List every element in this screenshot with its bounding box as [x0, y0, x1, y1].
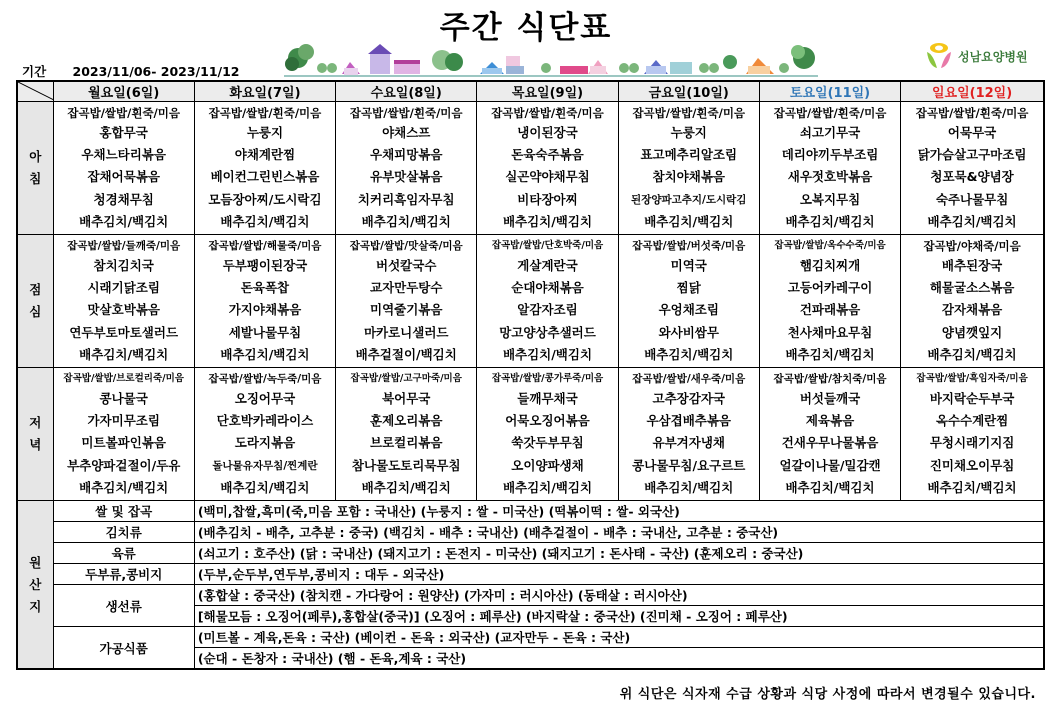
hospital-logo-icon: [925, 42, 953, 70]
meal-label-char: 아: [29, 149, 42, 164]
menu-item: 유부겨자냉채: [652, 435, 725, 451]
rice-porridge-item: 잡곡밥/쌀밥/옥수수죽/미음: [774, 240, 886, 251]
menu-item: 도라지볶음: [234, 435, 296, 451]
meal-row-lunch: [17, 235, 1044, 368]
menu-item: 미역국: [670, 258, 707, 273]
rice-porridge-item: 잡곡밥/쌀밥/흰죽/미음: [208, 106, 322, 120]
menu-item: 진미채오이무침: [929, 457, 1015, 473]
menu-item: 돈육숙주볶음: [511, 147, 584, 163]
origin-category: 가공식품: [53, 627, 194, 670]
rice-porridge-item: 잡곡밥/쌀밥/녹두죽/미음: [208, 373, 322, 385]
menu-item: 순대야채볶음: [511, 280, 584, 296]
menu-item: 우삼겹배추볶음: [646, 413, 732, 429]
menu-item: 제육볶음: [805, 413, 855, 429]
origin-row: [17, 585, 1044, 606]
origin-row: [17, 543, 1044, 564]
menu-item: 배추김치/백김치: [502, 346, 593, 362]
menu-item: 배추김치/백김치: [785, 346, 875, 362]
menu-item: 연두부토마토샐러드: [69, 324, 179, 340]
menu-item: 얼갈이나물/밀감캔: [779, 457, 881, 473]
menu-item: 배추김치/백김치: [785, 213, 875, 229]
origin-value: [해물모듬 : 오징어(페루),홍합살(중국)] (오징어 : 페루산) (바지락살 : 중국산) (진미채 - 오징어 : 페루산): [194, 606, 1044, 627]
menu-item: 양념깻잎지: [941, 324, 1003, 340]
menu-item: 오징어무국: [234, 391, 296, 406]
rice-porridge-item: 잡곡밥/쌀밥/버섯죽/미음: [632, 240, 746, 252]
menu-item: 북어무국: [382, 391, 431, 406]
menu-item: 닭가슴살고구마조림: [917, 147, 1027, 163]
day-header-sat: 토요일(11일): [759, 81, 900, 102]
origin-value: (배추김치 - 배추, 고추분 : 중국) (백김치 - 배추 : 국내산) (배추겉절이 - 배추 : 국내산, 고추분 : 중국산): [194, 522, 1044, 543]
menu-cell-dinner-mon: [53, 368, 194, 501]
meal-label-char: 녁: [29, 437, 42, 452]
menu-item: 배추김치/백김치: [927, 213, 1017, 229]
menu-item: 돈육폭찹: [240, 280, 290, 296]
menu-item: 배추김치/백김치: [220, 346, 310, 362]
meal-label-lunch: [17, 235, 53, 368]
origin-label-char: 산: [29, 576, 42, 592]
menu-cell-breakfast-fri: [618, 102, 759, 235]
menu-item: 새우젓호박볶음: [787, 169, 873, 185]
rice-porridge-item: 잡곡밥/쌀밥/흰죽/미음: [632, 106, 746, 120]
rice-porridge-item: 잡곡밥/쌀밥/해물죽/미음: [208, 240, 322, 252]
rice-porridge-item: 잡곡밥/쌀밥/흰죽/미음: [773, 106, 887, 120]
menu-item: 미역줄기볶음: [370, 302, 443, 318]
origin-value: (두부,순두부,연두부,콩비지 : 대두 - 외국산): [194, 564, 1044, 585]
menu-item: 세발나물무침: [228, 324, 302, 340]
rice-porridge-item: 잡곡밥/쌀밥/콩가루죽/미음: [491, 373, 604, 384]
menu-cell-breakfast-wed: [336, 102, 477, 235]
rice-porridge-item: 잡곡밥/쌀밥/고구마죽/미음: [350, 373, 462, 384]
menu-item: 배추김치/백김치: [785, 479, 875, 495]
menu-cell-breakfast-thu: [477, 102, 618, 235]
menu-item: 들깨무채국: [517, 391, 578, 406]
menu-item: 배추김치/백김치: [79, 479, 169, 495]
meal-row-breakfast: [17, 102, 1044, 235]
menu-item: 찜닭: [676, 280, 701, 296]
menu-cell-lunch-tue: [194, 235, 335, 368]
menu-item: 고등어카레구이: [787, 280, 873, 296]
menu-item: 어묵무국: [947, 125, 997, 140]
menu-item: 유부맛살볶음: [370, 169, 443, 185]
menu-item: 배추김치/백김치: [79, 346, 169, 362]
period: [22, 62, 239, 80]
menu-item: 숙주나물무침: [935, 191, 1009, 207]
rice-porridge-item: 잡곡밥/쌀밥/흰죽/미음: [67, 106, 180, 120]
rice-porridge-item: 잡곡밥/쌀밥/흰죽/미음: [491, 106, 604, 120]
menu-item: 시래기닭조림: [87, 280, 160, 296]
village-decoration-icon: [284, 40, 818, 78]
menu-item: 고추장감자국: [652, 391, 725, 406]
rice-porridge-item: 잡곡밥/쌀밥/단호박죽/미음: [491, 240, 604, 251]
meal-label-char: 심: [29, 304, 42, 319]
menu-item: 비타장아찌: [517, 191, 578, 207]
origin-value: (백미,찹쌀,흑미(죽,미음 포함 : 국내산) (누룽지 : 쌀 - 미국산) (떡볶이떡 : 쌀- 외국산): [194, 501, 1044, 522]
period-value: 2023/11/06- 2023/11/12: [72, 64, 240, 79]
rice-porridge-item: 잡곡밥/쌀밥/브로컬리죽/미음: [63, 373, 184, 384]
meal-label-dinner: [17, 368, 53, 501]
rice-porridge-item: 잡곡밥/쌀밥/흰죽/미음: [915, 106, 1029, 120]
menu-cell-dinner-tue: [194, 368, 335, 501]
menu-item: 맛살호박볶음: [87, 302, 160, 318]
menu-item: 천사채마요무침: [787, 324, 873, 340]
menu-cell-breakfast-sun: [901, 102, 1044, 235]
menu-item: 콩나물무침/요구르트: [632, 457, 746, 473]
menu-item: 바지락순두부국: [929, 391, 1015, 406]
menu-item: 쑥갓두부무침: [511, 435, 584, 451]
corner-cell: [17, 81, 53, 102]
menu-item: 잡채어묵볶음: [87, 169, 160, 185]
menu-item: 누룽지: [670, 125, 707, 140]
day-header-row: [17, 81, 1044, 102]
menu-item: 배추김치/백김치: [361, 213, 451, 229]
menu-item: 모듬장아찌/도시락김: [208, 191, 322, 207]
menu-item: 우채느타리볶음: [81, 147, 166, 163]
rice-porridge-item: 잡곡밥/야채죽/미음: [923, 239, 1021, 253]
menu-cell-lunch-mon: [53, 235, 194, 368]
rice-porridge-item: 잡곡밥/쌀밥/참치죽/미음: [773, 373, 887, 385]
origin-category: 두부류,콩비지: [53, 564, 194, 585]
day-header-sun: 일요일(12일): [901, 81, 1044, 102]
menu-item: 야채스프: [382, 125, 431, 140]
rice-porridge-item: 잡곡밥/쌀밥/들깨죽/미음: [67, 240, 181, 252]
menu-cell-breakfast-sat: [759, 102, 900, 235]
period-label: 기간: [22, 64, 47, 79]
rice-porridge-item: 잡곡밥/쌀밥/새우죽/미음: [632, 373, 746, 385]
menu-item: 오이양파생채: [511, 457, 584, 473]
menu-item: 참치김치국: [93, 258, 154, 273]
origin-row: [17, 627, 1044, 648]
menu-item: 쇠고기무국: [799, 125, 861, 140]
menu-cell-lunch-thu: [477, 235, 618, 368]
menu-item: 오복지무침: [799, 191, 861, 207]
menu-item: 무청시래기지짐: [929, 435, 1015, 451]
rice-porridge-item: 잡곡밥/쌀밥/흰죽/미음: [349, 106, 463, 120]
menu-item: 옥수수계란찜: [935, 413, 1009, 429]
menu-item: 우채피망볶음: [370, 147, 443, 163]
menu-item: 해물굴소스볶음: [929, 280, 1015, 296]
meal-label-breakfast: [17, 102, 53, 235]
menu-item: 감자채볶음: [941, 302, 1003, 318]
origin-row: [17, 564, 1044, 585]
menu-item: 돌나물유자무침/찐계란: [212, 459, 318, 472]
menu-item: 배추된장국: [941, 258, 1003, 273]
menu-item: 참나물도토리묵무침: [351, 457, 461, 473]
menu-item: 어묵오징어볶음: [505, 413, 590, 429]
page-title: 주간 식단표: [439, 10, 613, 46]
weekly-menu-table: [16, 80, 1045, 670]
origin-category: 김치류: [53, 522, 194, 543]
menu-cell-lunch-sun: [901, 235, 1044, 368]
menu-item: 건파래볶음: [799, 302, 861, 318]
menu-item: 배추김치/백김치: [644, 213, 734, 229]
menu-item: 배추김치/백김치: [927, 479, 1017, 495]
menu-cell-dinner-sat: [759, 368, 900, 501]
menu-item: 가자미무조림: [87, 413, 160, 429]
diagonal-line-icon: [18, 82, 53, 100]
menu-cell-lunch-sat: [759, 235, 900, 368]
menu-item: 버섯칼국수: [376, 258, 437, 273]
menu-cell-dinner-wed: [336, 368, 477, 501]
meal-label-char: 침: [29, 171, 42, 186]
menu-item: 마카로니샐러드: [363, 324, 449, 340]
menu-item: 배추김치/백김치: [502, 213, 593, 229]
menu-cell-dinner-sun: [901, 368, 1044, 501]
menu-item: 표고메추리알조림: [640, 147, 738, 163]
origin-value: (미트볼 - 계육,돈육 : 국산) (베이컨 - 돈육 : 외국산) (교자만두 - 돈육 : 국산): [194, 627, 1044, 648]
menu-item: 배추김치/백김치: [361, 479, 451, 495]
menu-cell-dinner-fri: [618, 368, 759, 501]
menu-item: 홍합무국: [99, 125, 148, 140]
menu-item: 참치야채볶음: [652, 169, 725, 185]
menu-cell-breakfast-tue: [194, 102, 335, 235]
day-header-fri: 금요일(10일): [618, 81, 759, 102]
menu-cell-breakfast-mon: [53, 102, 194, 235]
origin-category: 쌀 및 잡곡: [53, 501, 194, 522]
origin-value: (순대 - 돈창자 : 국내산) (햄 - 돈육,계육 : 국산): [194, 648, 1044, 670]
menu-item: 두부팽이된장국: [222, 258, 308, 273]
rice-porridge-item: 잡곡밥/쌀밥/맛살죽/미음: [349, 240, 463, 252]
menu-item: 배추김치/백김치: [502, 479, 593, 495]
menu-item: 콩나물국: [99, 391, 148, 406]
origin-category: 생선류: [53, 585, 194, 627]
menu-item: 와사비쌈무: [658, 324, 719, 340]
menu-item: 건새우무나물볶음: [781, 435, 879, 451]
origin-row: [17, 522, 1044, 543]
menu-item: 야채계란찜: [234, 147, 296, 163]
origin-value: (홍합살 : 중국산) (참치캔 - 가다랑어 : 원양산) (가자미 : 러시아산) (동태살 : 러시아산): [194, 585, 1044, 606]
menu-item: 된장양파고추지/도시락김: [631, 193, 747, 206]
menu-cell-dinner-thu: [477, 368, 618, 501]
origin-label: [17, 501, 53, 670]
menu-item: 부추양파겉절이/두유: [67, 457, 181, 473]
menu-item: 청경채무침: [93, 191, 154, 207]
origin-category: 육류: [53, 543, 194, 564]
menu-item: 가지야채볶음: [228, 302, 302, 318]
menu-item: 배추김치/백김치: [644, 346, 734, 362]
menu-item: 게살계란국: [517, 258, 578, 273]
menu-item: 냉이된장국: [517, 125, 578, 140]
hospital-name: 성남요양병원: [958, 49, 1028, 64]
origin-label-char: 원: [29, 554, 42, 570]
origin-value: (쇠고기 : 호주산) (닭 : 국내산) (돼지고기 : 돈전지 - 미국산) (돼지고기 : 돈사태 - 국산) (훈제오리 : 중국산): [194, 543, 1044, 564]
hospital-logo: [925, 42, 1028, 70]
day-header-tue: 화요일(7일): [194, 81, 335, 102]
menu-item: 교자만두탕수: [370, 280, 443, 296]
menu-item: 우엉채조림: [658, 302, 719, 318]
menu-item: 배추김치/백김치: [927, 346, 1017, 362]
menu-item: 치커리흑임자무침: [357, 191, 455, 207]
menu-item: 실곤약야채무침: [505, 169, 590, 185]
menu-change-notice: 위 식단은 식자재 수급 상황과 식당 사정에 따라서 변경될수 있습니다.: [619, 687, 1036, 702]
menu-item: 햄김치찌개: [799, 258, 861, 273]
menu-item: 미트볼파인볶음: [81, 435, 166, 451]
day-header-wed: 수요일(8일): [336, 81, 477, 102]
menu-item: 청포묵&양념장: [930, 169, 1014, 185]
menu-item: 훈제오리볶음: [370, 413, 443, 429]
day-header-mon: 월요일(6일): [53, 81, 194, 102]
menu-item: 배추김치/백김치: [644, 479, 734, 495]
menu-item: 데리야끼두부조림: [781, 147, 879, 163]
meal-label-char: 점: [29, 282, 42, 297]
menu-item: 누룽지: [246, 125, 284, 140]
menu-item: 배추김치/백김치: [220, 213, 310, 229]
meal-label-char: 저: [29, 415, 42, 430]
rice-porridge-item: 잡곡밥/쌀밥/흑임자죽/미음: [916, 373, 1028, 384]
menu-item: 알감자조림: [517, 302, 578, 318]
menu-item: 베이컨그린빈스볶음: [210, 169, 320, 185]
origin-row: [17, 501, 1044, 522]
menu-item: 배추겉절이/백김치: [355, 346, 457, 362]
menu-item: 배추김치/백김치: [220, 479, 310, 495]
menu-cell-lunch-fri: [618, 235, 759, 368]
meal-row-dinner: [17, 368, 1044, 501]
menu-item: 배추김치/백김치: [79, 213, 169, 229]
menu-item: 망고양상추샐러드: [499, 324, 596, 340]
menu-item: 버섯들깨국: [799, 391, 861, 406]
menu-item: 단호박카레라이스: [216, 413, 314, 429]
day-header-thu: 목요일(9일): [477, 81, 618, 102]
menu-cell-lunch-wed: [336, 235, 477, 368]
menu-item: 브로컬리볶음: [370, 435, 443, 451]
origin-label-char: 지: [29, 598, 42, 614]
